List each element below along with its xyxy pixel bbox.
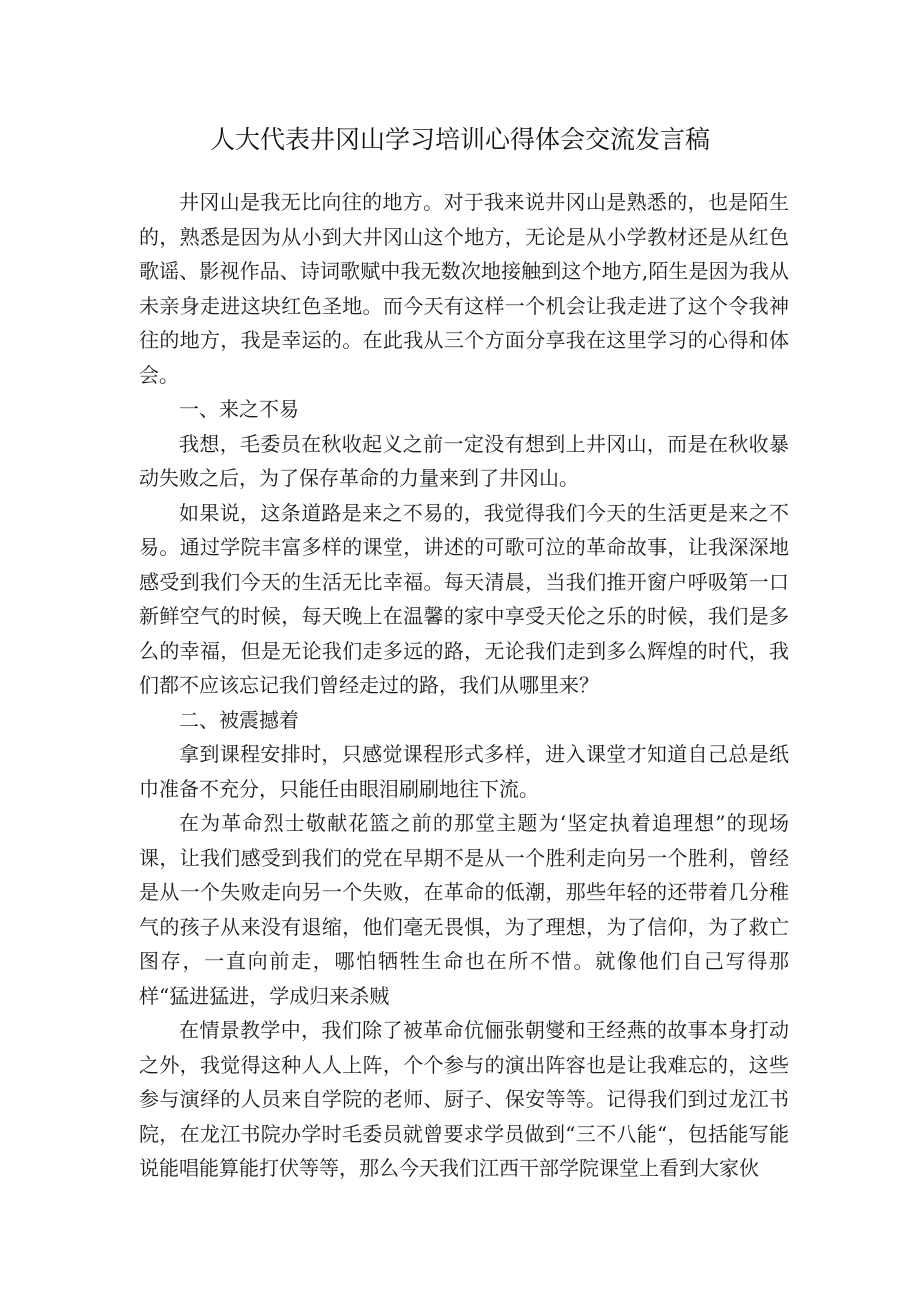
paragraph: 我想，毛委员在秋收起义之前一定没有想到上井冈山，而是在秋收暴动失败之后，为了保存革命的力量来到了井冈山。 (139, 431, 789, 490)
paragraph: 在为革命烈士敬献花篮之前的那堂主题为‘坚定执着追理想”的现场课，让我们感受到我们的党在早期不是从一个胜利走向另一个胜利，曾经是从一个失败走向另一个失败，在革命的低潮，那些年轻的还带着几分稚气的孩子从来没有退缩，他们毫无畏惧，为了理想，为了信仰，为了救亡图存，一直向前走，哪怕牺牲生命也在所不惜。就像他们自己写得那样“猛进猛进，学成归来杀贼 (139, 811, 789, 1008)
paragraph: 如果说，这条道路是来之不易的，我觉得我们今天的生活更是来之不易。通过学院丰富多样的课堂，讲述的可歌可泣的革命故事，让我深深地感受到我们今天的生活无比幸福。每天清晨，当我们推开窗户呼吸第一口新鲜空气的时候，每天晚上在温馨的家中享受天伦之乐的时候，我们是多么的幸福，但是无论我们走多远的路，无论我们走到多么辉煌的时代，我们都不应该忘记我们曾经走过的路，我们从哪里来？ (139, 500, 789, 697)
paragraph: 在情景教学中，我们除了被革命伉俪张朝燮和王经燕的故事本身打动之外，我觉得这种人人上阵，个个参与的演出阵容也是让我难忘的，这些参与演绎的人员来自学院的老师、厨子、保安等等。记得我们到过龙江书院，在龙江书院办学时毛委员就曾要求学员做到“三不八能“，包括能写能说能唱能算能打伏等等，那么今天我们江西干部学院课堂上看到大家伙 (139, 1018, 789, 1180)
section-heading-2: 二、被震撼着 (179, 707, 299, 732)
document-body (139, 185, 789, 1186)
section-heading-1: 一、来之不易 (179, 397, 299, 421)
paragraph: 拿到课程安排时，只感觉课程形式多样，进入课堂才知道自己总是纸巾准备不充分，只能任由眼泪刷刷地往下流。 (139, 742, 789, 801)
document-title: 人大代表井冈山学习培训心得体会交流发言稿 (209, 125, 710, 154)
paragraph-intro: 井冈山是我无比向往的地方。对于我来说井冈山是熟悉的，也是陌生的，熟悉是因为从小到大井冈山这个地方，无论是从小学教材还是从红色歌谣、影视作品、诗词歌赋中我无数次地接触到这个地方,陌生是因为我从未亲身走进这块红色圣地。而今天有这样一个机会让我走进了这个令我神往的地方，我是幸运的。在此我从三个方面分享我在这里学习的心得和体会。 (139, 190, 789, 387)
